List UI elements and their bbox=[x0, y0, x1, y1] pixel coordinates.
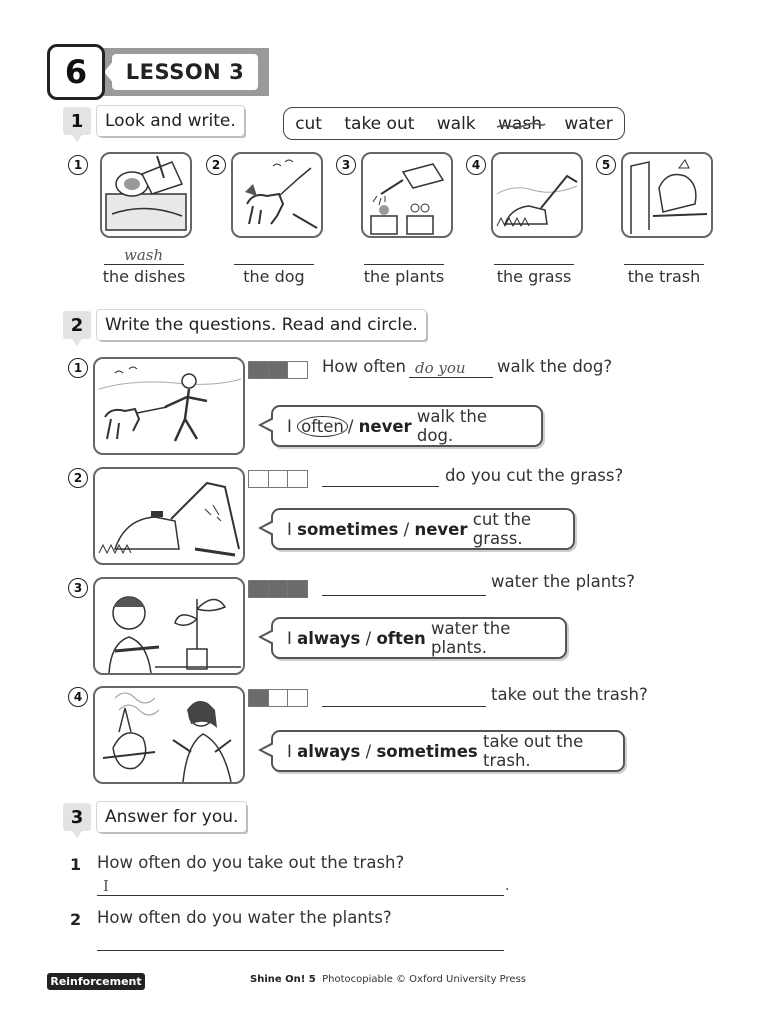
trash-bag-picture bbox=[621, 152, 713, 238]
answer-line[interactable] bbox=[97, 877, 504, 896]
answer-start: I bbox=[287, 416, 292, 436]
handwritten-answer: I bbox=[103, 877, 109, 895]
handwritten-answer: do you bbox=[415, 359, 466, 377]
scribble-strike-icon bbox=[496, 115, 546, 137]
item-number: 4 bbox=[466, 155, 486, 175]
item-caption: the dog bbox=[243, 267, 305, 286]
question-suffix: walk the dog? bbox=[497, 357, 613, 376]
answer-line[interactable] bbox=[494, 248, 574, 265]
question-number: 2 bbox=[70, 910, 82, 929]
answer-line[interactable] bbox=[364, 248, 444, 265]
item-2-2 bbox=[68, 468, 88, 488]
answer-bubble bbox=[271, 617, 567, 659]
question-text bbox=[322, 357, 406, 376]
section-3-number: 3 bbox=[63, 803, 91, 831]
answer-line[interactable] bbox=[97, 932, 504, 951]
answer-line[interactable] bbox=[234, 248, 314, 265]
item-number: 2 bbox=[206, 155, 226, 175]
question-answer-line[interactable] bbox=[322, 468, 439, 487]
item-number: 5 bbox=[596, 155, 616, 175]
boy-walking-dog-picture bbox=[93, 357, 245, 455]
question-answer-line[interactable] bbox=[322, 577, 486, 596]
option-b[interactable]: never bbox=[414, 519, 468, 539]
question-answer-line[interactable] bbox=[322, 688, 486, 707]
frequency-indicator bbox=[248, 361, 308, 379]
question-answer-line[interactable] bbox=[409, 359, 493, 378]
answer-end: water the plants. bbox=[431, 619, 511, 657]
answer-bubble bbox=[271, 508, 575, 550]
girl-trash-picture bbox=[93, 686, 245, 784]
frequency-indicator bbox=[248, 580, 308, 598]
item-2-1 bbox=[68, 358, 88, 378]
question-suffix: take out the trash? bbox=[491, 685, 648, 704]
item-number: 4 bbox=[68, 687, 88, 707]
item-number: 1 bbox=[68, 155, 88, 175]
handwritten-answer: wash bbox=[124, 246, 164, 264]
word-bank-item: cut bbox=[295, 113, 322, 134]
question-text: How often do you water the plants? bbox=[97, 908, 392, 927]
word-bank-item-crossed bbox=[498, 114, 542, 134]
frequency-indicator bbox=[248, 470, 308, 488]
section-1-number: 1 bbox=[63, 107, 91, 135]
lawn-mower-picture bbox=[491, 152, 583, 238]
answer-end: walk the dog. bbox=[416, 407, 487, 445]
item-2-4 bbox=[68, 687, 88, 707]
mowing-grass-picture bbox=[93, 467, 245, 565]
answer-line[interactable] bbox=[104, 248, 184, 265]
section-3-title: Answer for you. bbox=[97, 802, 246, 832]
word-bank-item: walk bbox=[436, 113, 476, 134]
question-suffix: water the plants? bbox=[491, 572, 636, 591]
item-1-4 bbox=[466, 155, 486, 175]
word-bank-item: water bbox=[564, 113, 613, 134]
separator: / bbox=[365, 741, 372, 761]
section-1-title: Look and write. bbox=[97, 106, 244, 136]
question-suffix: do you cut the grass? bbox=[445, 466, 624, 485]
footer-text bbox=[250, 974, 526, 985]
watering-plants-picture bbox=[93, 577, 245, 675]
item-caption: the grass bbox=[496, 267, 572, 286]
period-mark: . bbox=[505, 878, 510, 894]
answer-line[interactable] bbox=[624, 248, 704, 265]
answer-bubble bbox=[271, 730, 625, 772]
dog-leash-picture bbox=[231, 152, 323, 238]
question-number: 1 bbox=[70, 855, 82, 874]
option-a-circled[interactable]: often bbox=[297, 416, 348, 437]
item-caption: the trash bbox=[627, 267, 701, 286]
item-number: 3 bbox=[68, 578, 88, 598]
frequency-indicator bbox=[248, 689, 308, 707]
word-bank-item-label: wash bbox=[498, 113, 542, 134]
item-caption: the dishes bbox=[102, 267, 186, 286]
item-number: 3 bbox=[336, 155, 356, 175]
answer-end: cut the grass. bbox=[472, 510, 532, 548]
dishes-sink-picture bbox=[100, 152, 192, 238]
item-2-3 bbox=[68, 578, 88, 598]
separator: / bbox=[403, 519, 410, 539]
option-b[interactable]: never bbox=[358, 416, 412, 436]
lesson-title: LESSON 3 bbox=[112, 54, 258, 90]
option-a[interactable]: always bbox=[297, 628, 361, 648]
item-1-1 bbox=[68, 155, 88, 175]
footer-badge: Reinforcement bbox=[47, 973, 145, 990]
item-1-2 bbox=[206, 155, 226, 175]
copyright: Photocopiable © Oxford University Press bbox=[322, 974, 526, 985]
option-b[interactable]: sometimes bbox=[376, 741, 478, 761]
question-text: How often do you take out the trash? bbox=[97, 853, 405, 872]
answer-start: I bbox=[287, 519, 292, 539]
unit-number: 6 bbox=[47, 44, 105, 100]
question-prefix: How often bbox=[322, 357, 406, 376]
section-2-number: 2 bbox=[63, 311, 91, 339]
option-a[interactable]: sometimes bbox=[297, 519, 399, 539]
separator: / bbox=[347, 416, 354, 436]
separator: / bbox=[365, 628, 372, 648]
answer-start: I bbox=[287, 741, 292, 761]
item-caption: the plants bbox=[363, 267, 445, 286]
item-number: 1 bbox=[68, 358, 88, 378]
book-title: Shine On! 5 bbox=[250, 974, 316, 985]
answer-bubble bbox=[271, 405, 543, 447]
answer-end: take out the trash. bbox=[482, 732, 584, 770]
answer-start: I bbox=[287, 628, 292, 648]
watering-can-picture bbox=[361, 152, 453, 238]
option-a[interactable]: always bbox=[297, 741, 361, 761]
section-2-title: Write the questions. Read and circle. bbox=[97, 310, 426, 340]
item-1-5 bbox=[596, 155, 616, 175]
item-1-3 bbox=[336, 155, 356, 175]
item-number: 2 bbox=[68, 468, 88, 488]
option-b[interactable]: often bbox=[376, 628, 426, 648]
word-bank bbox=[283, 107, 625, 140]
word-bank-item: take out bbox=[344, 113, 415, 134]
